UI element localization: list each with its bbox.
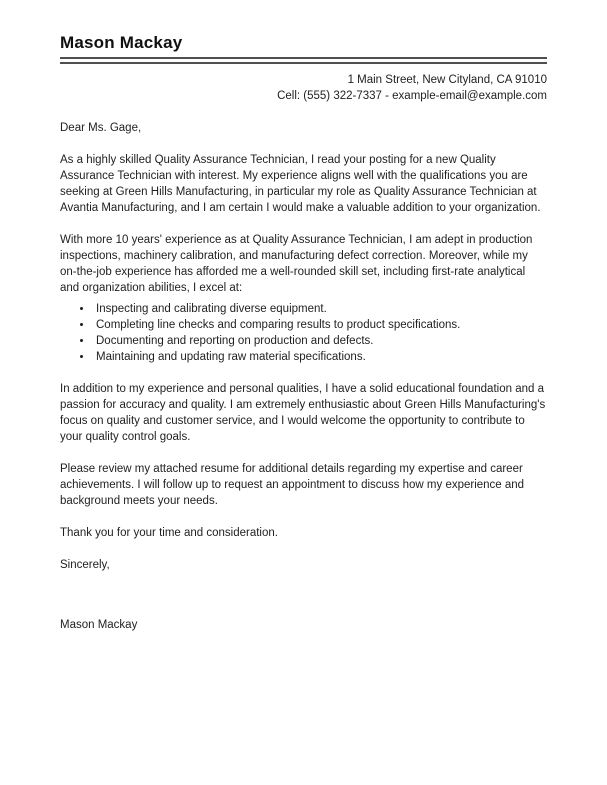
paragraph-followup: Please review my attached resume for additional details regarding my expertise and career achievements. I will follow up to request an appointment to discuss how my experience and background meets your needs.	[60, 463, 525, 507]
list-item: • Documenting and reporting on production and defects.	[93, 333, 547, 349]
list-item: • Completing line checks and comparing results to product specifications.	[93, 317, 547, 333]
list-item: • Inspecting and calibrating diverse equipment.	[93, 301, 547, 317]
skills-list	[60, 301, 547, 365]
contact-line: Cell: (555) 322-7337 - example-email@example.com	[277, 90, 547, 102]
address-block	[60, 72, 547, 104]
paragraph-intro: As a highly skilled Quality Assurance Technician, I read your posting for a new Quality Assurance Technician with interest. My experience aligns well with the qualifications you are seeking at Green Hills Manufacturing, in particular my role as Quality Assurance Technician at Avantia Manufacturing, and I am certain I would make a valuable addition to your organization.	[60, 154, 541, 214]
list-item: • Maintaining and updating raw material specifications.	[93, 349, 547, 365]
salutation: Dear Ms. Gage,	[60, 122, 142, 134]
paragraph-experience: With more 10 years' experience as at Quality Assurance Technician, I am adept in production inspections, machinery calibration, and manufacturing defect correction. Moreover, while my on-the-job experience has afforded me a well-rounded skill set, including first-rate analytical and organization abilities, I excel at:	[60, 234, 533, 294]
paragraph-education: In addition to my experience and personal qualities, I have a solid educational foundation and a passion for accuracy and quality. I am extremely enthusiastic about Green Hills Manufacturing's focus on quality and customer service, and I would welcome the opportunity to contribute to your quality control goals.	[60, 383, 546, 443]
header-divider	[60, 57, 547, 64]
signature-name: Mason Mackay	[60, 619, 138, 631]
closing-line: Sincerely,	[60, 559, 110, 571]
address-line: 1 Main Street, New Cityland, CA 91010	[347, 74, 547, 86]
letter-author-name: Mason Mackay	[60, 33, 183, 52]
thanks-line: Thank you for your time and consideration.	[60, 527, 278, 539]
